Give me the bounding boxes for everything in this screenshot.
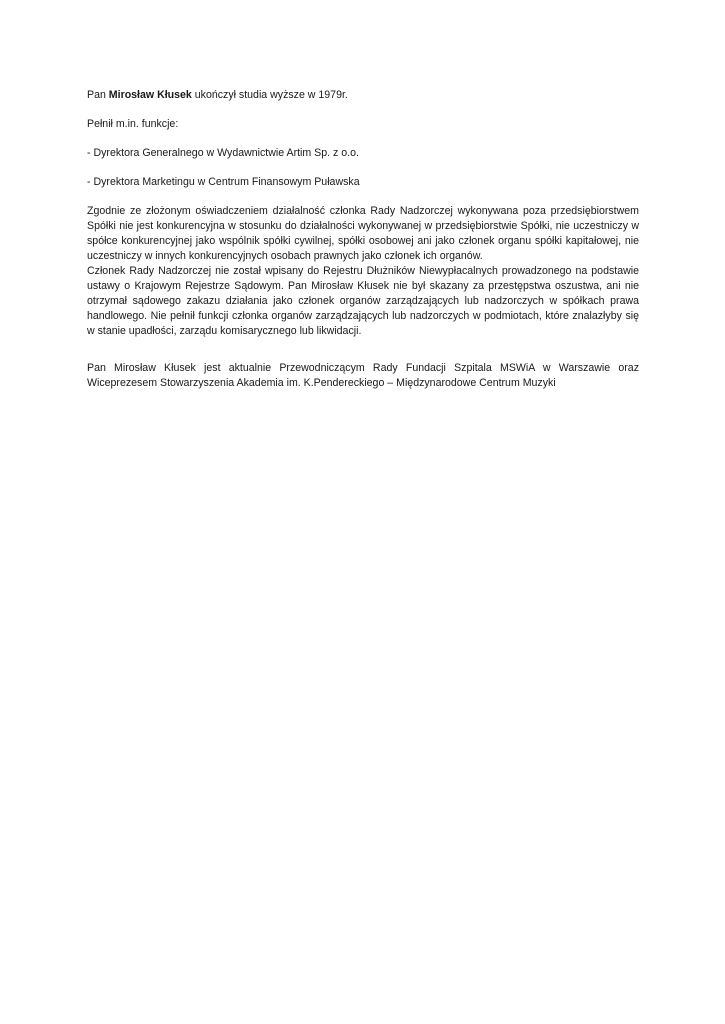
person-name: Mirosław Kłusek	[108, 89, 192, 101]
function-item: - Dyrektora Generalnego w Wydawnictwie Artim Sp. z o.o.	[87, 147, 359, 159]
document-body	[87, 88, 639, 405]
intro-paragraph	[87, 88, 639, 103]
current-positions-paragraph: Pan Mirosław Kłusek jest aktualnie Przewodniczącym Rady Fundacji Szpitala MSWiA w Warszawie oraz Wiceprezesem Stowarzyszenia Akademia im. K.Pendereckiego – Międzynarodowe Centrum Muzyki	[87, 362, 639, 389]
register-paragraph: Członek Rady Nadzorczej nie został wpisany do Rejestru Dłużników Niewypłacalnych prowadzonego na podstawie ustawy o Krajowym Rejestrze Sądowym. Pan Mirosław Kłusek nie był skazany za przestępstwa oszustwa, ani nie otrzymał sądowego zakazu działania jako członek organów zarządzających lub nadzorczych w spółkach prawa handlowego. Nie pełnił funkcji członka organów zarządzających lub nadzorczych w podmiotach, które znalazłyby się w stanie upadłości, zarządu komisarycznego lub likwidacji.	[87, 265, 639, 337]
intro-suffix: ukończył studia wyższe w 1979r.	[191, 89, 348, 101]
functions-heading: Pełnił m.in. funkcje:	[87, 118, 179, 130]
function-item: - Dyrektora Marketingu w Centrum Finansowym Puławska	[87, 176, 360, 188]
intro-prefix: Pan	[87, 89, 109, 101]
declaration-paragraph: Zgodnie ze złożonym oświadczeniem działalność członka Rady Nadzorczej wykonywana poza przedsiębiorstwem Spółki nie jest konkurencyjna w stosunku do działalności wykonywanej w przedsiębiorstwie Spółki, nie uczestniczy w spółce konkurencyjnej jako wspólnik spółki cywilnej, spółki osobowej ani jako członek organu spółki kapitałowej, nie uczestniczy w innych konkurencyjnych osobach prawnych jako członek ich organów.	[87, 205, 639, 262]
